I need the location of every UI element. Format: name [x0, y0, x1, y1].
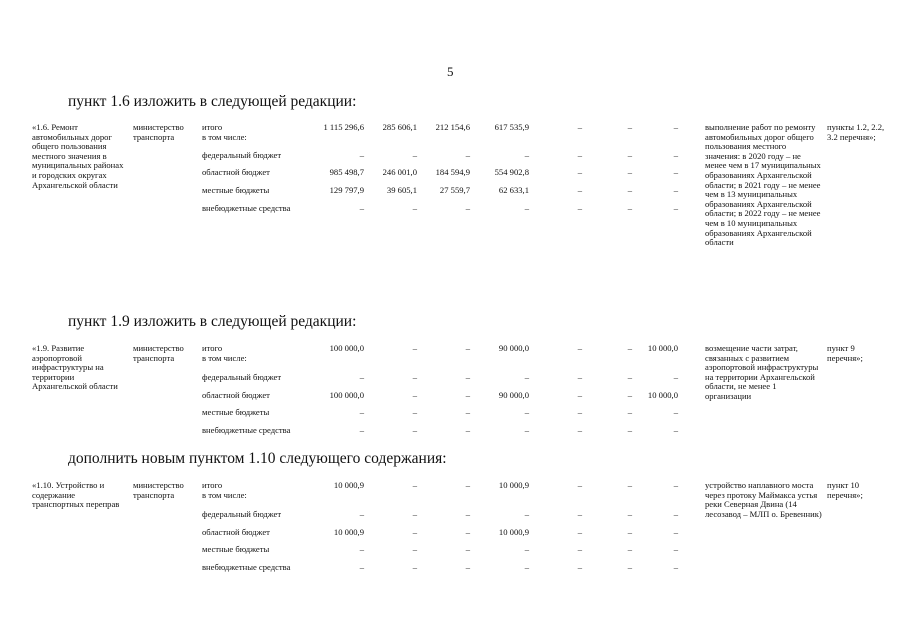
- value-cell: 617 535,9: [494, 122, 529, 132]
- value-cell: –: [673, 185, 678, 195]
- value-cell: 10 000,0: [647, 343, 678, 353]
- funding-source: федеральный бюджет: [202, 150, 282, 160]
- value-cell: –: [627, 167, 632, 177]
- value-cell: –: [412, 480, 417, 490]
- value-cell: –: [465, 527, 470, 537]
- value-cell: –: [359, 425, 364, 435]
- value-cell: –: [412, 372, 417, 382]
- value-cell: –: [524, 425, 529, 435]
- funding-source: местные бюджеты: [202, 544, 270, 554]
- value-cell: –: [673, 509, 678, 519]
- value-cell: 100 000,0: [329, 343, 364, 353]
- value-cell: –: [673, 527, 678, 537]
- value-cell: –: [673, 372, 678, 382]
- value-cell: –: [673, 480, 678, 490]
- value-cell: 62 633,1: [498, 185, 529, 195]
- value-cell: 10 000,9: [498, 480, 529, 490]
- funding-source: областной бюджет: [202, 390, 270, 400]
- value-cell: –: [465, 203, 470, 213]
- table-row: [0, 528, 905, 538]
- value-cell: –: [524, 150, 529, 160]
- expected-result: устройство наплавного моста через протоку Маймакса устья реки Северная Двина (14 лесозавод – МЛП о. Бревенник): [705, 480, 822, 519]
- value-cell: 10 000,0: [647, 390, 678, 400]
- value-cell: –: [577, 372, 582, 382]
- value-cell: 100 000,0: [329, 390, 364, 400]
- expected-result: возмещение части затрат, связанных с развитием аэропортовой инфраструктуры на территории Архангельской области, не менее 1 организации: [705, 343, 819, 401]
- value-cell: –: [524, 509, 529, 519]
- value-cell: 212 154,6: [435, 122, 470, 132]
- value-cell: –: [673, 562, 678, 572]
- value-cell: –: [359, 544, 364, 554]
- value-cell: –: [577, 390, 582, 400]
- value-cell: –: [627, 562, 632, 572]
- value-cell: –: [465, 544, 470, 554]
- value-cell: 90 000,0: [498, 343, 529, 353]
- value-cell: –: [465, 480, 470, 490]
- value-cell: –: [412, 527, 417, 537]
- value-cell: –: [465, 390, 470, 400]
- funding-source: федеральный бюджет: [202, 509, 282, 519]
- section-heading: пункт 1.9 изложить в следующей редакции:: [68, 313, 357, 330]
- value-cell: –: [359, 562, 364, 572]
- value-cell: –: [577, 425, 582, 435]
- value-cell: –: [627, 425, 632, 435]
- item-name: «1.10. Устройство и содержание транспортных переправ: [32, 480, 120, 510]
- value-cell: –: [412, 407, 417, 417]
- value-cell: –: [577, 203, 582, 213]
- value-cell: –: [673, 203, 678, 213]
- value-cell: –: [627, 509, 632, 519]
- item-name: «1.9. Развитие аэропортовой инфраструктуры на территории Архангельской области: [32, 343, 118, 392]
- value-cell: –: [627, 407, 632, 417]
- value-cell: –: [465, 407, 470, 417]
- funding-source: итого в том числе:: [202, 122, 247, 142]
- value-cell: –: [412, 390, 417, 400]
- value-cell: –: [524, 372, 529, 382]
- value-cell: 985 498,7: [329, 167, 364, 177]
- value-cell: –: [412, 544, 417, 554]
- value-cell: 10 000,9: [333, 527, 364, 537]
- value-cell: –: [627, 544, 632, 554]
- value-cell: 10 000,9: [333, 480, 364, 490]
- value-cell: 285 606,1: [382, 122, 417, 132]
- value-cell: –: [627, 390, 632, 400]
- funding-source: областной бюджет: [202, 167, 270, 177]
- item-name: «1.6. Ремонт автомобильных дорог общего пользования местного значения в муниципальных районах и городских округах Архангельской области: [32, 122, 124, 190]
- value-cell: –: [627, 150, 632, 160]
- section-heading: пункт 1.6 изложить в следующей редакции:: [68, 93, 357, 110]
- page-number: 5: [447, 64, 454, 79]
- value-cell: –: [673, 167, 678, 177]
- value-cell: 10 000,9: [498, 527, 529, 537]
- value-cell: 1 115 296,6: [323, 122, 364, 132]
- value-cell: –: [627, 527, 632, 537]
- table-row: [0, 408, 905, 418]
- value-cell: –: [412, 150, 417, 160]
- value-cell: –: [577, 150, 582, 160]
- value-cell: –: [577, 509, 582, 519]
- value-cell: –: [577, 167, 582, 177]
- value-cell: –: [627, 372, 632, 382]
- value-cell: –: [412, 509, 417, 519]
- value-cell: –: [465, 343, 470, 353]
- value-cell: –: [577, 527, 582, 537]
- value-cell: –: [577, 562, 582, 572]
- value-cell: –: [412, 203, 417, 213]
- value-cell: 184 594,9: [435, 167, 470, 177]
- value-cell: –: [412, 425, 417, 435]
- value-cell: –: [577, 185, 582, 195]
- value-cell: –: [465, 372, 470, 382]
- value-cell: –: [359, 203, 364, 213]
- value-cell: –: [465, 150, 470, 160]
- list-reference: пункт 9 перечня»;: [827, 343, 863, 363]
- item-executor: министерство транспорта: [133, 343, 184, 363]
- value-cell: –: [412, 562, 417, 572]
- value-cell: –: [627, 203, 632, 213]
- value-cell: 246 001,0: [382, 167, 417, 177]
- value-cell: –: [627, 122, 632, 132]
- value-cell: –: [673, 425, 678, 435]
- value-cell: 39 605,1: [386, 185, 417, 195]
- value-cell: –: [524, 407, 529, 417]
- value-cell: –: [359, 407, 364, 417]
- value-cell: –: [577, 407, 582, 417]
- value-cell: –: [524, 562, 529, 572]
- value-cell: –: [524, 544, 529, 554]
- value-cell: 554 902,8: [494, 167, 529, 177]
- table-row: [0, 426, 905, 436]
- funding-source: итого в том числе:: [202, 480, 247, 500]
- value-cell: –: [359, 509, 364, 519]
- funding-source: местные бюджеты: [202, 407, 270, 417]
- value-cell: –: [465, 562, 470, 572]
- value-cell: –: [577, 343, 582, 353]
- value-cell: 27 559,7: [439, 185, 470, 195]
- funding-source: областной бюджет: [202, 527, 270, 537]
- value-cell: –: [359, 150, 364, 160]
- list-reference: пункты 1.2, 2.2, 3.2 перечня»;: [827, 122, 885, 142]
- funding-source: местные бюджеты: [202, 185, 270, 195]
- funding-source: внебюджетные средства: [202, 425, 291, 435]
- table-row: [0, 545, 905, 555]
- section-heading: дополнить новым пунктом 1.10 следующего содержания:: [68, 450, 447, 467]
- item-executor: министерство транспорта: [133, 122, 184, 142]
- value-cell: –: [524, 203, 529, 213]
- value-cell: –: [577, 544, 582, 554]
- value-cell: –: [673, 544, 678, 554]
- funding-source: внебюджетные средства: [202, 562, 291, 572]
- value-cell: –: [627, 185, 632, 195]
- value-cell: –: [412, 343, 417, 353]
- funding-source: внебюджетные средства: [202, 203, 291, 213]
- value-cell: –: [359, 372, 364, 382]
- item-executor: министерство транспорта: [133, 480, 184, 500]
- value-cell: –: [577, 480, 582, 490]
- table-row: [0, 563, 905, 573]
- value-cell: –: [627, 480, 632, 490]
- value-cell: –: [465, 425, 470, 435]
- list-reference: пункт 10 перечня»;: [827, 480, 863, 500]
- value-cell: 129 797,9: [329, 185, 364, 195]
- expected-result: выполнение работ по ремонту автомобильных дорог общего пользования местного значения: в 2020 году – не менее чем в 17 муниципальных образованиях Архангельской области; в 2021 году – не менее чем в 13 муниципальных образованиях Архангельской области; в 2022 году – не менее чем в 10 муниципальных образованиях Архангельской области: [705, 122, 821, 248]
- funding-source: итого в том числе:: [202, 343, 247, 363]
- value-cell: –: [673, 407, 678, 417]
- value-cell: –: [577, 122, 582, 132]
- value-cell: –: [673, 122, 678, 132]
- value-cell: –: [465, 509, 470, 519]
- value-cell: –: [627, 343, 632, 353]
- value-cell: –: [673, 150, 678, 160]
- funding-source: федеральный бюджет: [202, 372, 282, 382]
- value-cell: 90 000,0: [498, 390, 529, 400]
